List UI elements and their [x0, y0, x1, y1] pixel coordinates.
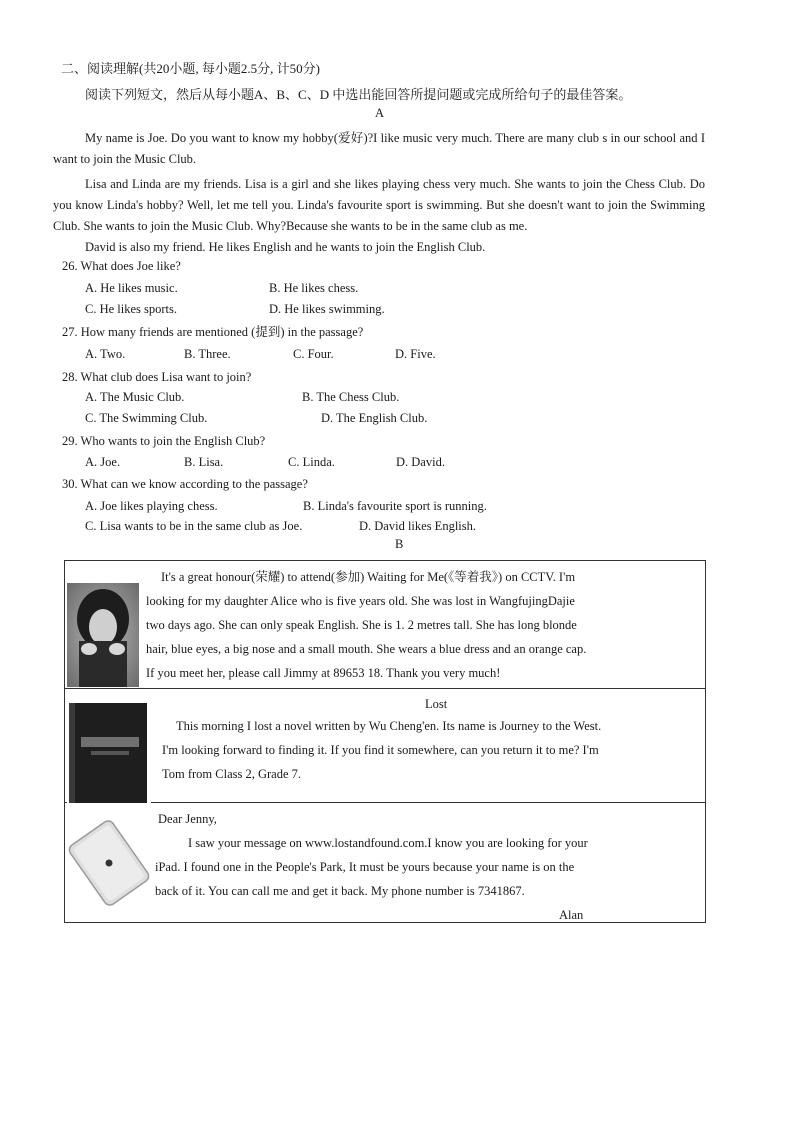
question-27-option-b[interactable]: B. Three.: [184, 347, 231, 361]
question-26-option-c[interactable]: C. He likes sports.: [85, 302, 178, 316]
table-divider: [65, 802, 705, 803]
question-27-option-d[interactable]: D. Five.: [395, 347, 436, 361]
passage-a-paragraph-1: My name is Joe. Do you want to know my hobby(爱好)?I like music very much. There are many club s in our school and I want to join the Music Club.: [53, 131, 705, 166]
ad3-line: back of it. You can call me and get it back. My phone number is 7341867.: [155, 884, 525, 898]
question-26-option-a[interactable]: A. He likes music.: [85, 281, 178, 295]
ad3-greeting: Dear Jenny,: [158, 812, 217, 826]
ad2-title: Lost: [425, 697, 448, 711]
question-28-option-c[interactable]: C. The Swimming Club.: [85, 411, 208, 425]
passage-a-paragraph-3: David is also my friend. He likes English and he wants to join the English Club.: [85, 240, 486, 254]
question-26-stem: 26. What does Joe like?: [62, 259, 181, 273]
passage-b-label: B: [395, 537, 404, 551]
question-29-option-c[interactable]: C. Linda.: [288, 455, 335, 469]
ad2-line: This morning I lost a novel written by Wu Cheng'en. Its name is Journey to the West.: [176, 719, 602, 733]
question-28-option-a[interactable]: A. The Music Club.: [85, 390, 185, 404]
question-30-option-c[interactable]: C. Lisa wants to be in the same club as Joe.: [85, 519, 303, 533]
instructions: 阅读下列短文，然后从每小题A、B、C、D 中选出能回答所提问题或完成所给句子的最佳答案。: [85, 87, 632, 102]
ad1-line: If you meet her, please call Jimmy at 89653 18. Thank you very much!: [146, 666, 501, 680]
passage-a-label: A: [375, 106, 385, 120]
question-30-option-b[interactable]: B. Linda's favourite sport is running.: [303, 499, 487, 513]
ad1-line: looking for my daughter Alice who is five years old. She was lost in WangfujingDajie: [146, 594, 575, 608]
question-29-option-a[interactable]: A. Joe.: [85, 455, 121, 469]
ad2-line: Tom from Class 2, Grade 7.: [162, 767, 302, 781]
question-28-stem: 28. What club does Lisa want to join?: [62, 370, 252, 384]
table-divider: [65, 688, 705, 689]
section-title: 二、阅读理解(共20小题, 每小题2.5分, 计50分): [61, 61, 320, 76]
ad1-line: two days ago. She can only speak English. She is 1. 2 metres tall. She has long blonde: [146, 618, 577, 632]
notice-table: [64, 560, 706, 923]
question-29-stem: 29. Who wants to join the English Club?: [62, 434, 266, 448]
question-27-stem: 27. How many friends are mentioned (提到) in the passage?: [62, 325, 364, 339]
passage-a-paragraph-2: Lisa and Linda are my friends. Lisa is a girl and she likes playing chess very much. She wants to join the Chess Club. Do you know Linda's hobby? Well, let me tell you. Linda's favourite sport is swimming. But she doesn't want to join the Swimming Club. She wants to join the Music Club. Why?Because she wants to be in the same club as me.: [53, 177, 705, 233]
question-27-option-c[interactable]: C. Four.: [293, 347, 334, 361]
ad3-line: iPad. I found one in the People's Park, It must be yours because your name is on the: [155, 860, 575, 874]
question-29-option-d[interactable]: D. David.: [396, 455, 445, 469]
ad1-line: hair, blue eyes, a big nose and a small mouth. She wears a blue dress and an orange cap.: [146, 642, 587, 656]
question-28-option-d[interactable]: D. The English Club.: [321, 411, 428, 425]
question-30-option-a[interactable]: A. Joe likes playing chess.: [85, 499, 218, 513]
question-30-stem: 30. What can we know according to the passage?: [62, 477, 308, 491]
question-30-option-d[interactable]: D. David likes English.: [359, 519, 477, 533]
ad3-line: I saw your message on www.lostandfound.com.I know you are looking for your: [188, 836, 588, 850]
question-29-option-b[interactable]: B. Lisa.: [184, 455, 224, 469]
ad3-signature: Alan: [559, 908, 584, 922]
question-26-option-d[interactable]: D. He likes swimming.: [269, 302, 385, 316]
question-26-option-b[interactable]: B. He likes chess.: [269, 281, 359, 295]
girl-photo: [67, 583, 139, 687]
ipad-photo: [67, 813, 151, 913]
question-28-option-b[interactable]: B. The Chess Club.: [302, 390, 400, 404]
ad2-line: I'm looking forward to finding it. If you find it somewhere, can you return it to me? I'm: [162, 743, 599, 757]
ad1-line: It's a great honour(荣耀) to attend(参加) Waiting for Me(《等着我》) on CCTV. I'm: [161, 570, 576, 584]
book-photo: [67, 701, 151, 805]
question-27-option-a[interactable]: A. Two.: [85, 347, 126, 361]
